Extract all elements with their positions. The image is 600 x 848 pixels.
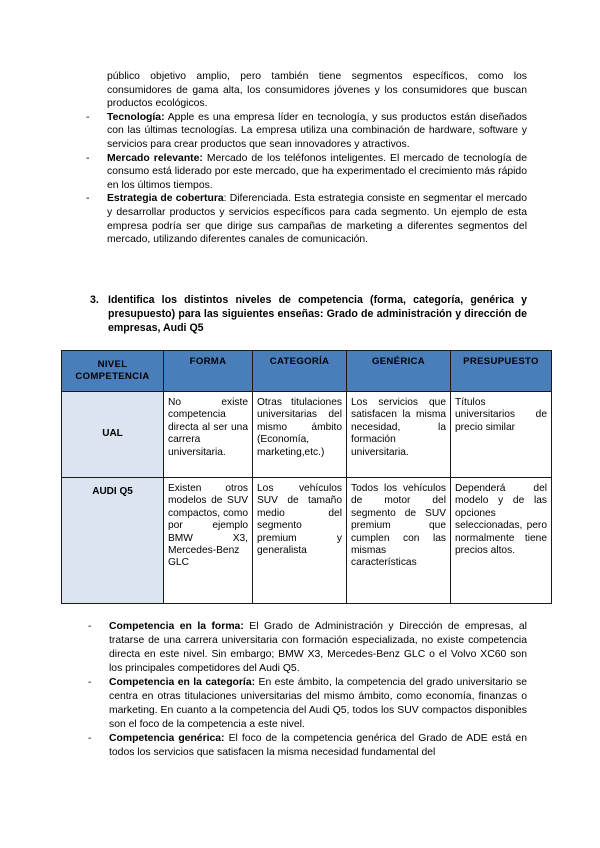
cell-ual-presupuesto: Títulos universitarios de precio similar <box>451 392 552 478</box>
cell-audi-generica: Todos los vehículos de motor del segmento de SUV premium que cumplen con las mismas características <box>347 478 451 604</box>
bullet-tecnologia <box>86 111 527 152</box>
bullet-label: Competencia en la categoría: <box>109 677 256 688</box>
table-row-ual <box>62 392 552 478</box>
bullet-dash: - <box>88 677 92 688</box>
bullet-label: Competencia en la forma: <box>109 621 244 632</box>
cell-ual-forma: No existe competencia directa al ser una carrera universitaria. <box>164 392 253 478</box>
bullet-competencia-generica <box>88 732 527 760</box>
analysis-section <box>88 620 527 760</box>
bullet-text: Apple es una empresa líder en tecnología, y sus productos están diseñados con las últimas tecnologías. La empresa utiliza una combinación de hardware, software y servicios para crear productos que sean innovadores y atractivos. <box>107 111 527 150</box>
competition-table <box>61 350 552 604</box>
table-row-audi-q5 <box>62 478 552 604</box>
bullet-dash: - <box>88 621 92 632</box>
header-forma: FORMA <box>164 351 253 392</box>
cell-audi-presupuesto: Dependerá del modelo y de las opciones seleccionadas, pero normalmente tiene precios altos. <box>451 478 552 604</box>
row-label-audi-q5: AUDI Q5 <box>62 478 164 604</box>
bullet-dash: - <box>86 152 90 164</box>
header-generica: GENÉRICA <box>347 351 451 392</box>
bullet-text: : Diferenciada. Esta estrategia consiste en segmentar el mercado y desarrollar productos y servicios específicos para cada segmento. Un ejemplo de esta empresa podría ser que dirige sus campañas de marketing a diferentes segmentos del mercado, utilizando diferentes canales de comunicación. <box>107 193 527 246</box>
bullet-text: El Grado de Administración y Dirección de empresas, al tratarse de una carrera universitaria con formación especializada, no existe competencia directa en este nivel. Sin embargo; BMW X3, Mercedes-Benz GLC o el Volvo XC60 son los principales competidores del Audi Q5. <box>109 621 527 674</box>
header-nivel-competencia: NIVEL COMPETENCIA <box>62 351 164 392</box>
bullet-label: Estrategia de cobertura <box>107 193 224 205</box>
bullet-dash: - <box>88 733 92 744</box>
intro-continuation: público objetivo amplio, pero también tiene segmentos específicos, como los consumidores de gama alta, los consumidores jóvenes y los consumidores que buscan productos ecológicos. <box>107 71 527 110</box>
bullet-text: Mercado de los teléfonos inteligentes. El mercado de tecnología de consumo está liderado por este mercado, que ha experimentado el crecimiento más rápido en los últimos tiempos. <box>107 152 527 191</box>
header-presupuesto: PRESUPUESTO <box>451 351 552 392</box>
cell-audi-categoria: Los vehículos SUV de tamaño medio del segmento premium y generalista <box>253 478 347 604</box>
question-3 <box>90 293 527 335</box>
bullet-label: Mercado relevante: <box>107 152 203 164</box>
bullet-estrategia-cobertura <box>86 192 527 246</box>
intro-section <box>86 70 527 247</box>
question-text: Identifica los distintos niveles de competencia (forma, categoría, genérica y presupuesto) para las siguientes enseñas: Grado de administración y dirección de empresas, Audi Q5 <box>108 294 527 334</box>
bullet-competencia-categoria <box>88 676 527 732</box>
bullet-label: Competencia genérica: <box>109 733 225 744</box>
bullet-dash: - <box>86 111 90 123</box>
table-header-row <box>62 351 552 392</box>
bullet-text: El foco de la competencia genérica del Grado de ADE está en todos los servicios que satisfacen la misma necesidad fundamental del <box>109 733 527 758</box>
question-number: 3. <box>90 294 99 306</box>
header-categoria: CATEGORÍA <box>253 351 347 392</box>
cell-ual-categoria: Otras titulaciones universitarias del mismo ámbito (Economía, marketing,etc.) <box>253 392 347 478</box>
cell-audi-forma: Existen otros modelos de SUV compactos, como por ejemplo BMW X3, Mercedes-Benz GLC <box>164 478 253 604</box>
bullet-competencia-forma <box>88 620 527 676</box>
bullet-dash: - <box>86 193 90 205</box>
bullet-mercado-relevante <box>86 152 527 193</box>
bullet-text: En este ámbito, la competencia del grado universitario se centra en otras titulaciones universitarias del mismo ámbito, como economía, finanzas o marketing. En cuanto a la competencia del Audi Q5, todos los SUV compactos disponibles son el foco de la competencia a este nivel. <box>109 677 527 730</box>
bullet-label: Tecnología: <box>107 111 165 123</box>
row-label-ual: UAL <box>62 392 164 478</box>
cell-ual-generica: Los servicios que satisfacen la misma necesidad, la formación universitaria. <box>347 392 451 478</box>
